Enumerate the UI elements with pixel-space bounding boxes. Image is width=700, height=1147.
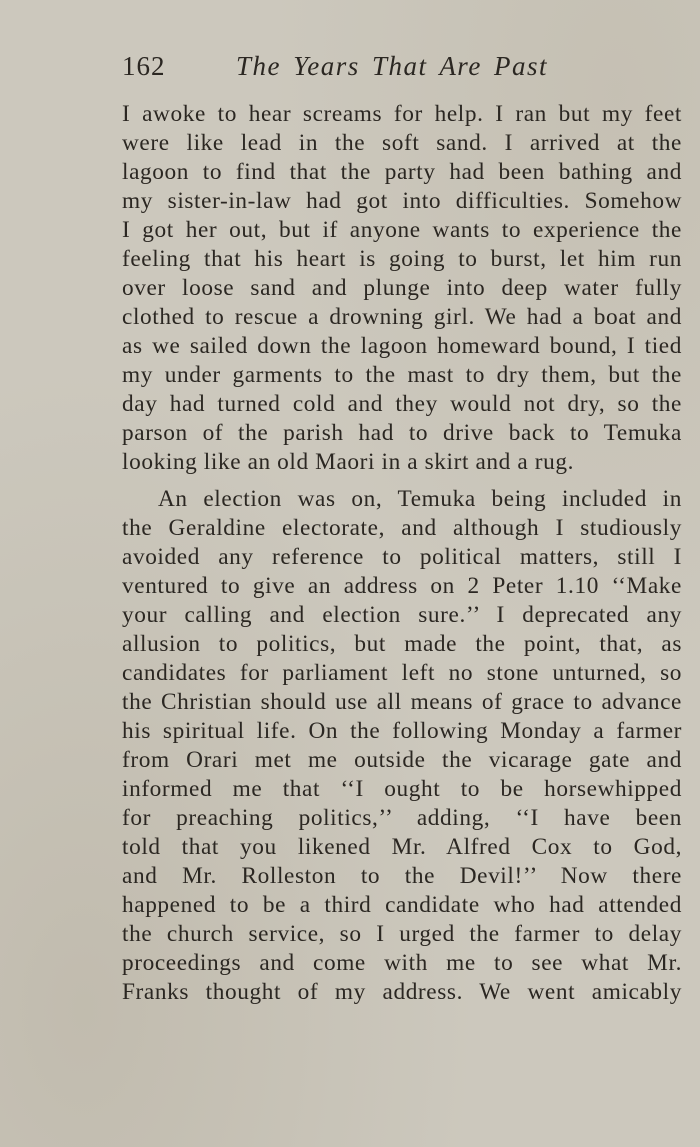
paragraph-gap — [122, 477, 682, 485]
paragraph — [122, 485, 682, 1007]
text-line: happened to be a third candidate who had attended — [122, 892, 682, 918]
text-line: looking like an old Maori in a skirt and a rug. — [122, 449, 574, 475]
text-line: and Mr. Rolleston to the Devil!’’ Now there — [122, 863, 682, 889]
body-text — [122, 100, 682, 1007]
text-line: candidates for parliament left no stone unturned, so — [122, 660, 682, 686]
text-line: feeling that his heart is going to burst, let him run — [122, 246, 682, 272]
text-line: from Orari met me outside the vicarage gate and — [122, 747, 682, 773]
text-line: the church service, so I urged the farmer to delay — [122, 921, 682, 947]
running-head: The Years That Are Past — [236, 51, 549, 81]
page-header — [122, 46, 682, 86]
text-line: proceedings and come with me to see what Mr. — [122, 950, 682, 976]
paragraph — [122, 100, 682, 477]
text-line: clothed to rescue a drowning girl. We had a boat and — [122, 304, 682, 330]
text-line: my sister-in-law had got into difficulties. Somehow — [122, 188, 682, 214]
text-line: your calling and election sure.’’ I deprecated any — [122, 602, 682, 628]
text-line: my under garments to the mast to dry them, but the — [122, 362, 682, 388]
text-line: An election was on, Temuka being included in — [158, 486, 682, 512]
page-number: 162 — [122, 51, 166, 81]
text-line: for preaching politics,’’ adding, ‘‘I have been — [122, 805, 682, 831]
text-line: over loose sand and plunge into deep water fully — [122, 275, 682, 301]
text-line: were like lead in the soft sand. I arrived at the — [122, 130, 682, 156]
text-line: day had turned cold and they would not dry, so the — [122, 391, 682, 417]
text-line: allusion to politics, but made the point, that, as — [122, 631, 682, 657]
text-line: the Christian should use all means of grace to advance — [122, 689, 682, 715]
text-line: parson of the parish had to drive back to Temuka — [122, 420, 682, 446]
text-line: ventured to give an address on 2 Peter 1.10 ‘‘Make — [122, 573, 682, 599]
text-line: as we sailed down the lagoon homeward bound, I tied — [122, 333, 682, 359]
text-line: informed me that ‘‘I ought to be horsewhipped — [122, 776, 682, 802]
text-line: avoided any reference to political matters, still I — [122, 544, 682, 570]
text-line: lagoon to find that the party had been bathing and — [122, 159, 682, 185]
text-line: the Geraldine electorate, and although I studiously — [122, 515, 682, 541]
text-line: I got her out, but if anyone wants to experience the — [122, 217, 682, 243]
text-line: told that you likened Mr. Alfred Cox to God, — [122, 834, 682, 860]
text-line: I awoke to hear screams for help. I ran but my feet — [122, 101, 682, 127]
text-line: Franks thought of my address. We went amicably — [122, 979, 682, 1005]
text-line: his spiritual life. On the following Monday a farmer — [122, 718, 682, 744]
